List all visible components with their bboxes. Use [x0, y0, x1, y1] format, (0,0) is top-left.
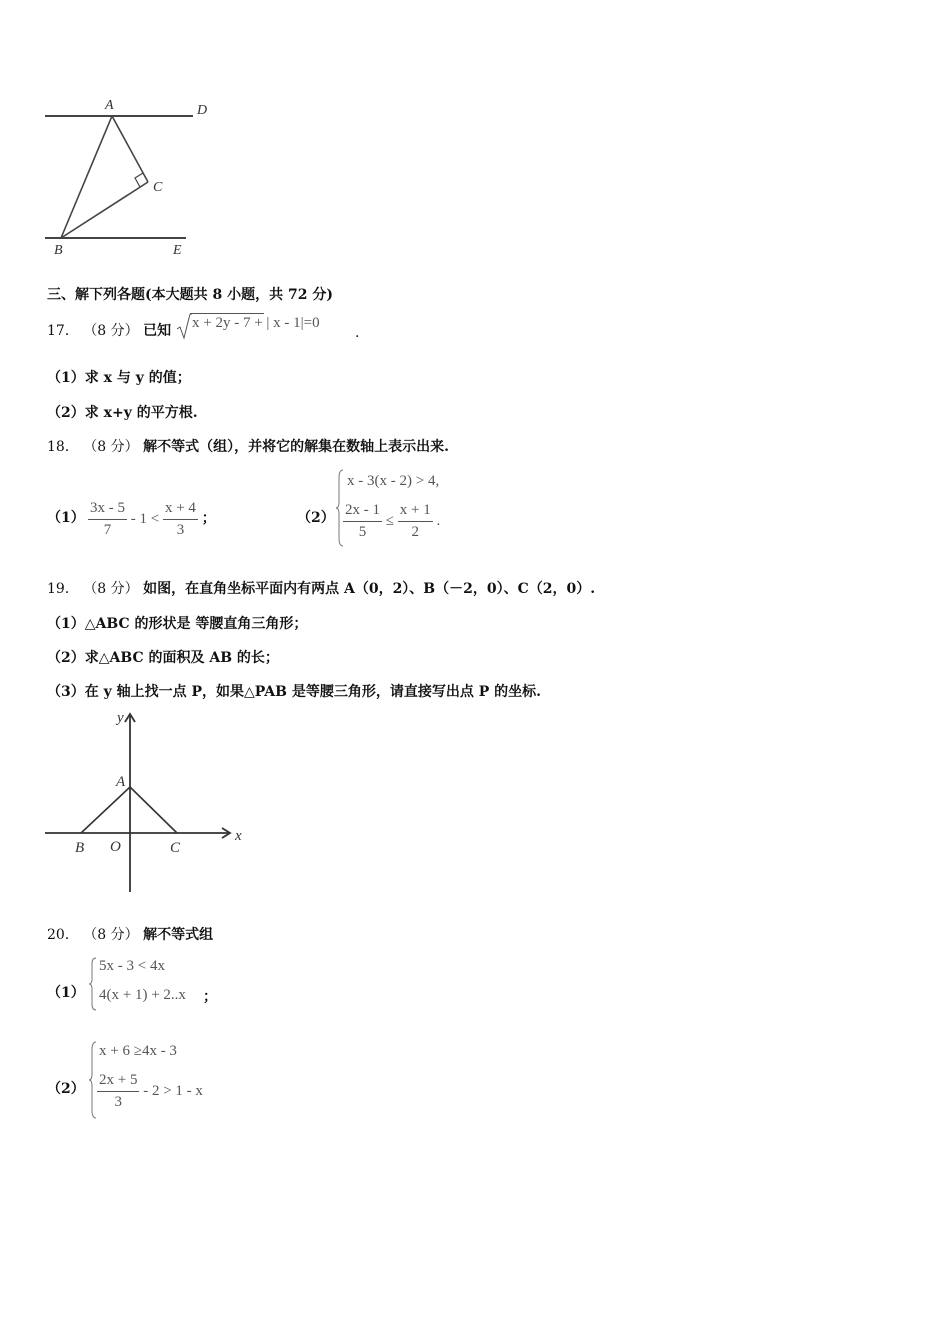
label-x: x	[235, 828, 242, 844]
q18-p1-expr	[88, 500, 216, 539]
segment-BC	[61, 182, 148, 238]
sqrt-sign	[176, 312, 192, 340]
q20-p1-line1: 5x - 3 < 4x	[99, 958, 165, 974]
sqrt-overline	[190, 313, 264, 314]
q17-number: 17．	[47, 323, 79, 339]
segment-AB	[61, 116, 112, 238]
q18-p2-end: .	[436, 513, 441, 529]
q18-p1-mid: - 1 <	[130, 511, 160, 527]
q18-text: 解不等式（组），并将它的解集在数轴上表示出来.	[143, 439, 449, 455]
q20-number: 20．	[47, 927, 79, 943]
q18-number: 18．	[47, 439, 79, 455]
q18-p2-line1: x - 3(x - 2) > 4,	[347, 473, 440, 489]
q20-p2-line2	[97, 1072, 203, 1111]
figure-coordinate-plane	[40, 702, 250, 897]
q18-p1-frac-right: $\frac{x + 4}{3}$	[164, 500, 196, 538]
q19-number: 19．	[47, 581, 79, 597]
q17-line	[47, 322, 171, 340]
q20-p2-label: （2）	[47, 1081, 85, 1097]
label-O: O	[110, 839, 121, 855]
q20-p2-line1: x + 6 ≥4x - 3	[99, 1043, 177, 1059]
label-B: B	[54, 243, 63, 258]
q17-text: 已知	[143, 323, 172, 339]
q20-p2-frac: $\frac{2x + 5}{3}$	[99, 1072, 138, 1110]
q19-sub3: （3）在 y 轴上找一点 P，如果△PAB 是等腰三角形，请直接写出点 P 的坐标.	[47, 684, 542, 700]
section-title: 三、解下列各题(本大题共 8 小题，共 72 分)	[47, 287, 333, 303]
segment-AC	[130, 787, 177, 833]
label-y: y	[117, 710, 124, 726]
q18-line	[47, 438, 449, 456]
q18-p2-frac-left: $\frac{2x - 1}{5}$	[345, 502, 380, 540]
q20-p1-brace	[88, 956, 98, 1012]
q18-p2-frac-right: $\frac{x + 1}{2}$	[399, 502, 431, 540]
segment-AB	[81, 787, 130, 833]
right-angle-mark	[135, 173, 143, 187]
q19-points: （8 分）	[83, 581, 139, 597]
label-A: A	[116, 774, 126, 790]
label-A: A	[105, 98, 114, 113]
q18-p1-frac-left: $\frac{3x - 5}{7}$	[90, 500, 125, 538]
q17-formula: x + 2y - 7 + | x - 1|=0	[192, 315, 320, 331]
segment-AC	[112, 116, 148, 182]
q20-line	[47, 926, 213, 944]
label-D: D	[197, 103, 208, 118]
label-B: B	[75, 840, 85, 856]
q18-points: （8 分）	[83, 439, 139, 455]
q19-sub1: （1）△ABC 的形状是 等腰直角三角形；	[47, 616, 308, 632]
q20-p1-label: （1）	[47, 985, 85, 1001]
q19-line	[47, 580, 595, 598]
q18-p2-label: （2）	[297, 510, 335, 526]
label-C: C	[170, 840, 181, 856]
q20-p1-line2: 4(x + 1) + 2..x	[99, 987, 186, 1003]
label-E: E	[173, 243, 182, 258]
q18-p1-label: （1）	[47, 510, 85, 526]
q20-text: 解不等式组	[143, 927, 214, 943]
q20-p1-end: ；	[203, 989, 217, 1005]
q18-p1-end: ；	[201, 511, 216, 527]
label-C: C	[153, 180, 163, 195]
q19-sub2: （2）求△ABC 的面积及 AB 的长；	[47, 650, 279, 666]
q17-points: （8 分）	[83, 323, 139, 339]
q20-points: （8 分）	[83, 927, 139, 943]
q19-text: 如图，在直角坐标平面内有两点 A（0，2）、B（－2，0）、C（2，0）.	[143, 581, 596, 597]
figure-parallel-lines	[40, 96, 230, 262]
q17-sub1: （1）求 x 与 y 的值；	[47, 370, 191, 386]
q18-p2-line2	[343, 502, 440, 541]
q18-p2-mid: ≤	[385, 513, 394, 529]
q17-end: .	[355, 325, 360, 341]
q17-sub2: （2）求 x+y 的平方根.	[47, 405, 198, 421]
q20-p2-rest: - 2 > 1 - x	[143, 1083, 203, 1099]
